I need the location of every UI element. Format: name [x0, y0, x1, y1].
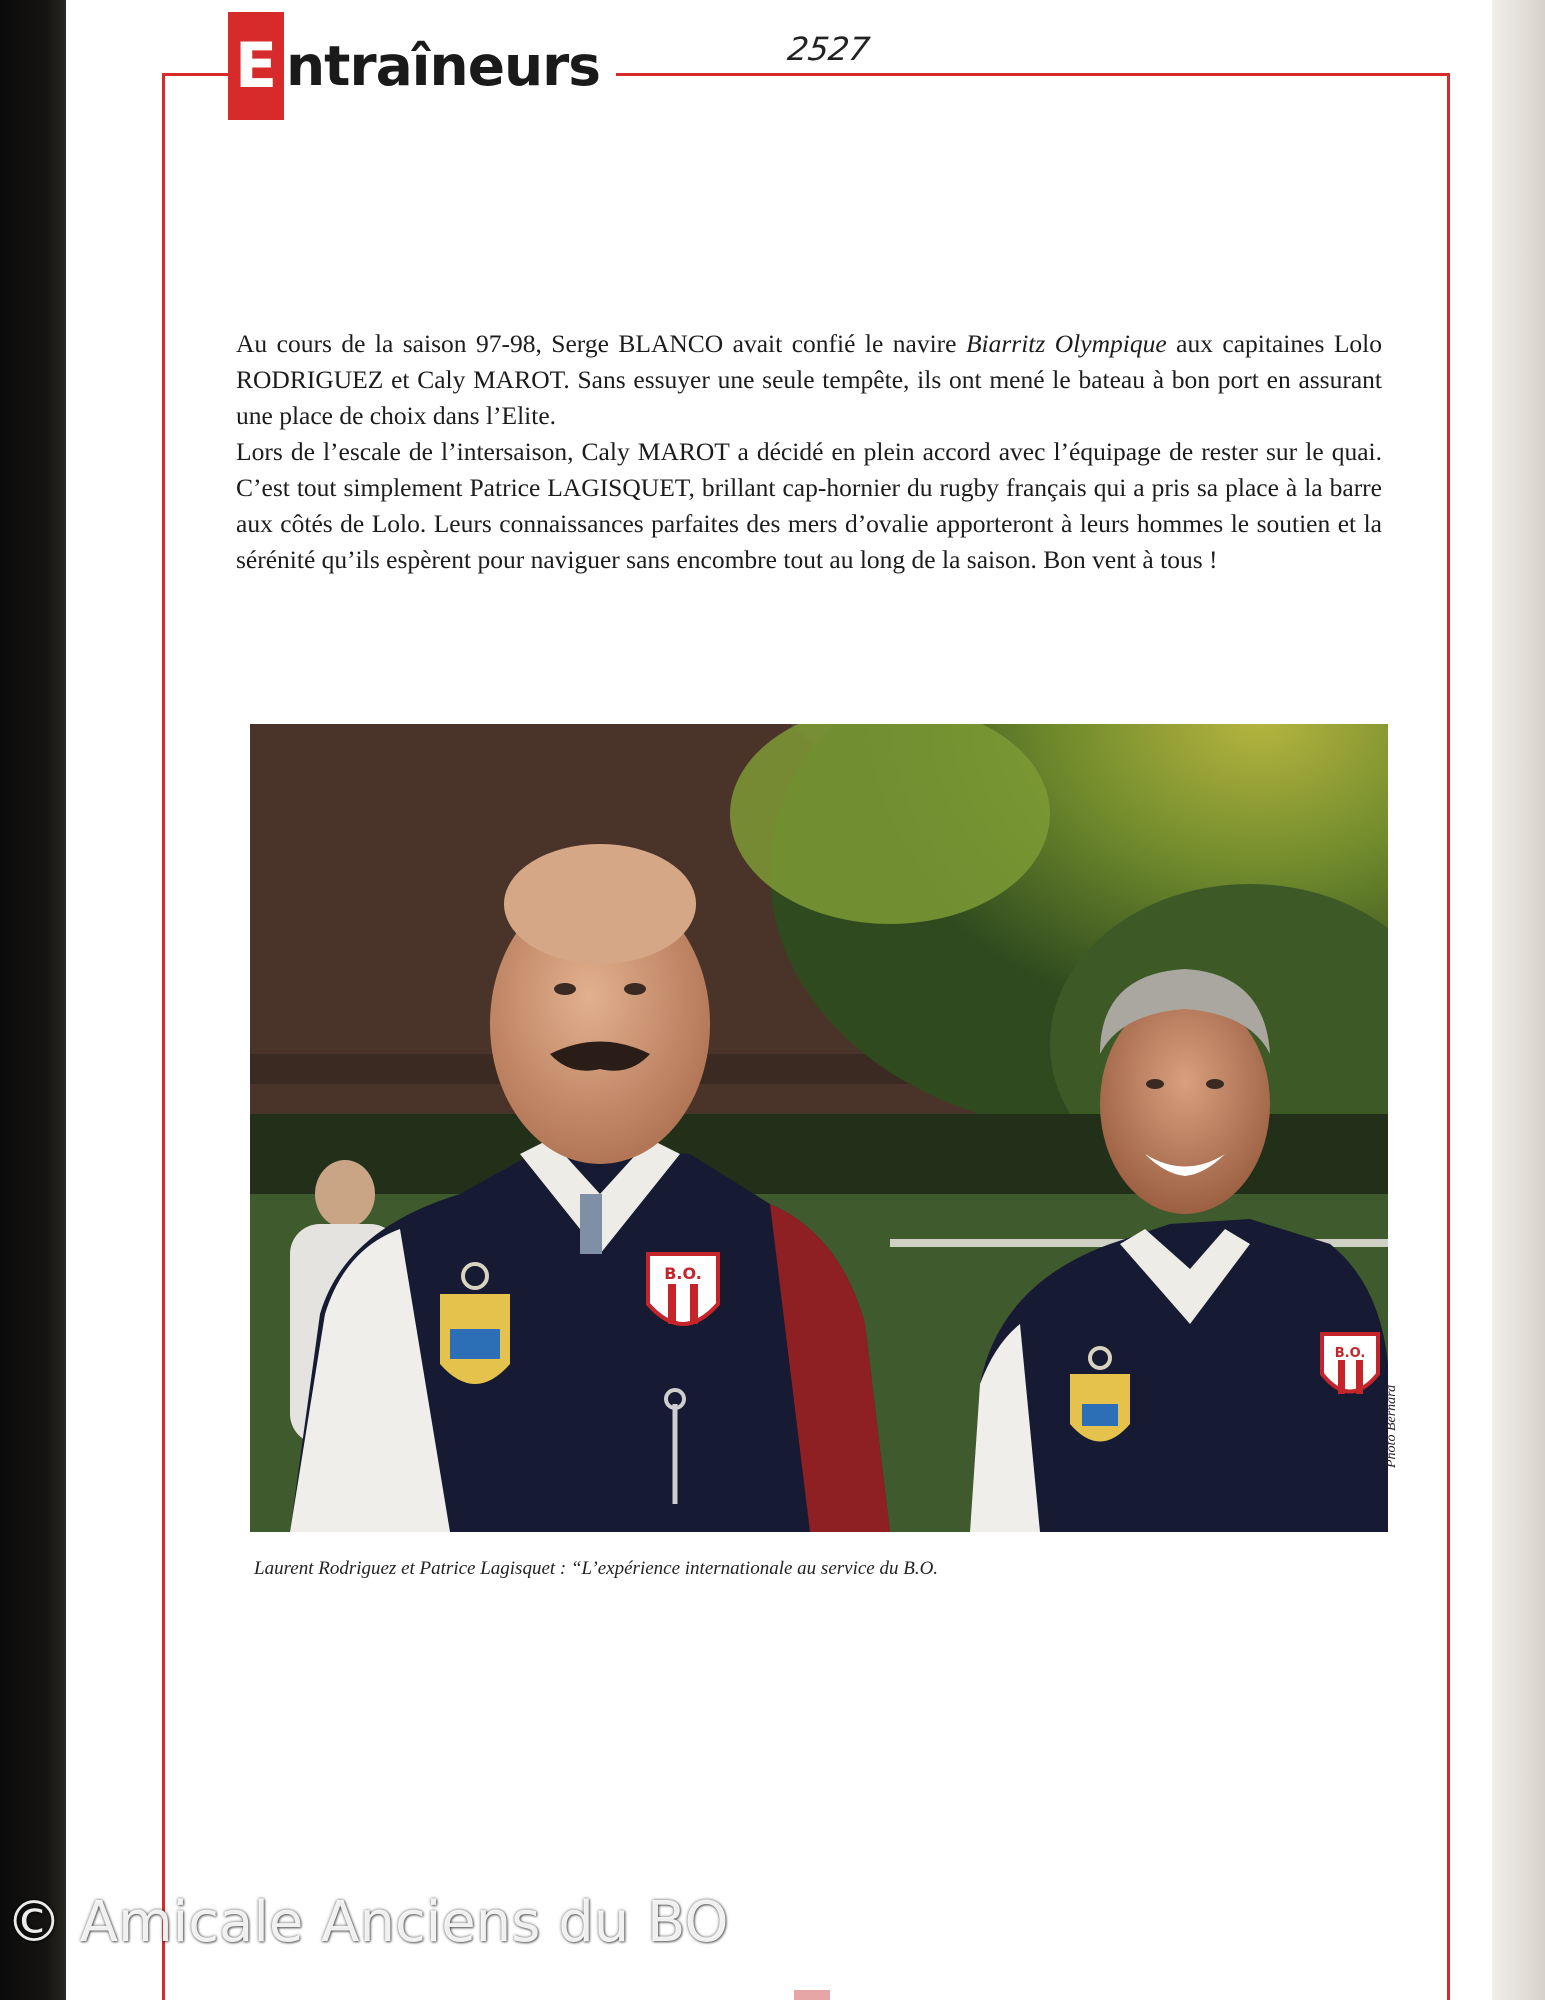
copyright-watermark: © Amicale Anciens du BO: [6, 1890, 729, 1955]
section-title-rest: ntraîneurs: [286, 34, 601, 98]
handwritten-number: 2527: [785, 30, 873, 68]
frame-left-rule: [162, 73, 165, 2000]
article-p1-end: aux capitaines Lolo RODRIGUEZ et Caly MAROT. Sans essuyer une seule tempête, ils ont mené le bateau à bon port en assurant une place de choix dans l’Elite.: [236, 329, 1382, 430]
photo-caption: Laurent Rodriguez et Patrice Lagisquet : “L’expérience internationale au service du B.O.: [254, 1558, 939, 1579]
scan-dark-edge: [0, 0, 66, 2000]
bo-shield-label-right: B.O.: [1334, 1346, 1366, 1361]
section-title-initial: E: [228, 12, 284, 120]
bo-shield-icon: [648, 1254, 718, 1324]
photo-illustration: [250, 724, 1388, 1532]
bo-shield-label-left: B.O.: [664, 1264, 702, 1283]
article-p1-start: Au cours de la saison 97-98, Serge BLANCO avait confié le navire: [236, 329, 966, 358]
bottom-red-mark: [794, 1990, 830, 2000]
bo-shield-right-icon: [1322, 1334, 1378, 1394]
article-body: [236, 326, 1382, 578]
coaches-photo: [250, 724, 1388, 1532]
article-paragraph-2: Lors de l’escale de l’intersaison, Caly MAROT a décidé en plein accord avec l’équipage de rester sur le quai. C’est tout simplement Patrice LAGISQUET, brillant cap-hornier du rugby français qui a pris sa place à la barre aux côtés de Lolo. Leurs connaissances parfaites des mers d’ovalie apporteront à leurs hommes le soutien et la sérénité qu’ils espèrent pour naviguer sans encombre tout au long de la saison. Bon vent à tous !: [236, 437, 1382, 574]
article-paragraph-1: [236, 326, 1382, 434]
section-title: [228, 12, 616, 120]
photo-credit: Photo Bernard: [1384, 1384, 1399, 1468]
article-p1-italic: Biarritz Olympique: [965, 329, 1167, 358]
page-fold-edge: [1492, 0, 1545, 2000]
frame-right-rule: [1447, 73, 1450, 2000]
